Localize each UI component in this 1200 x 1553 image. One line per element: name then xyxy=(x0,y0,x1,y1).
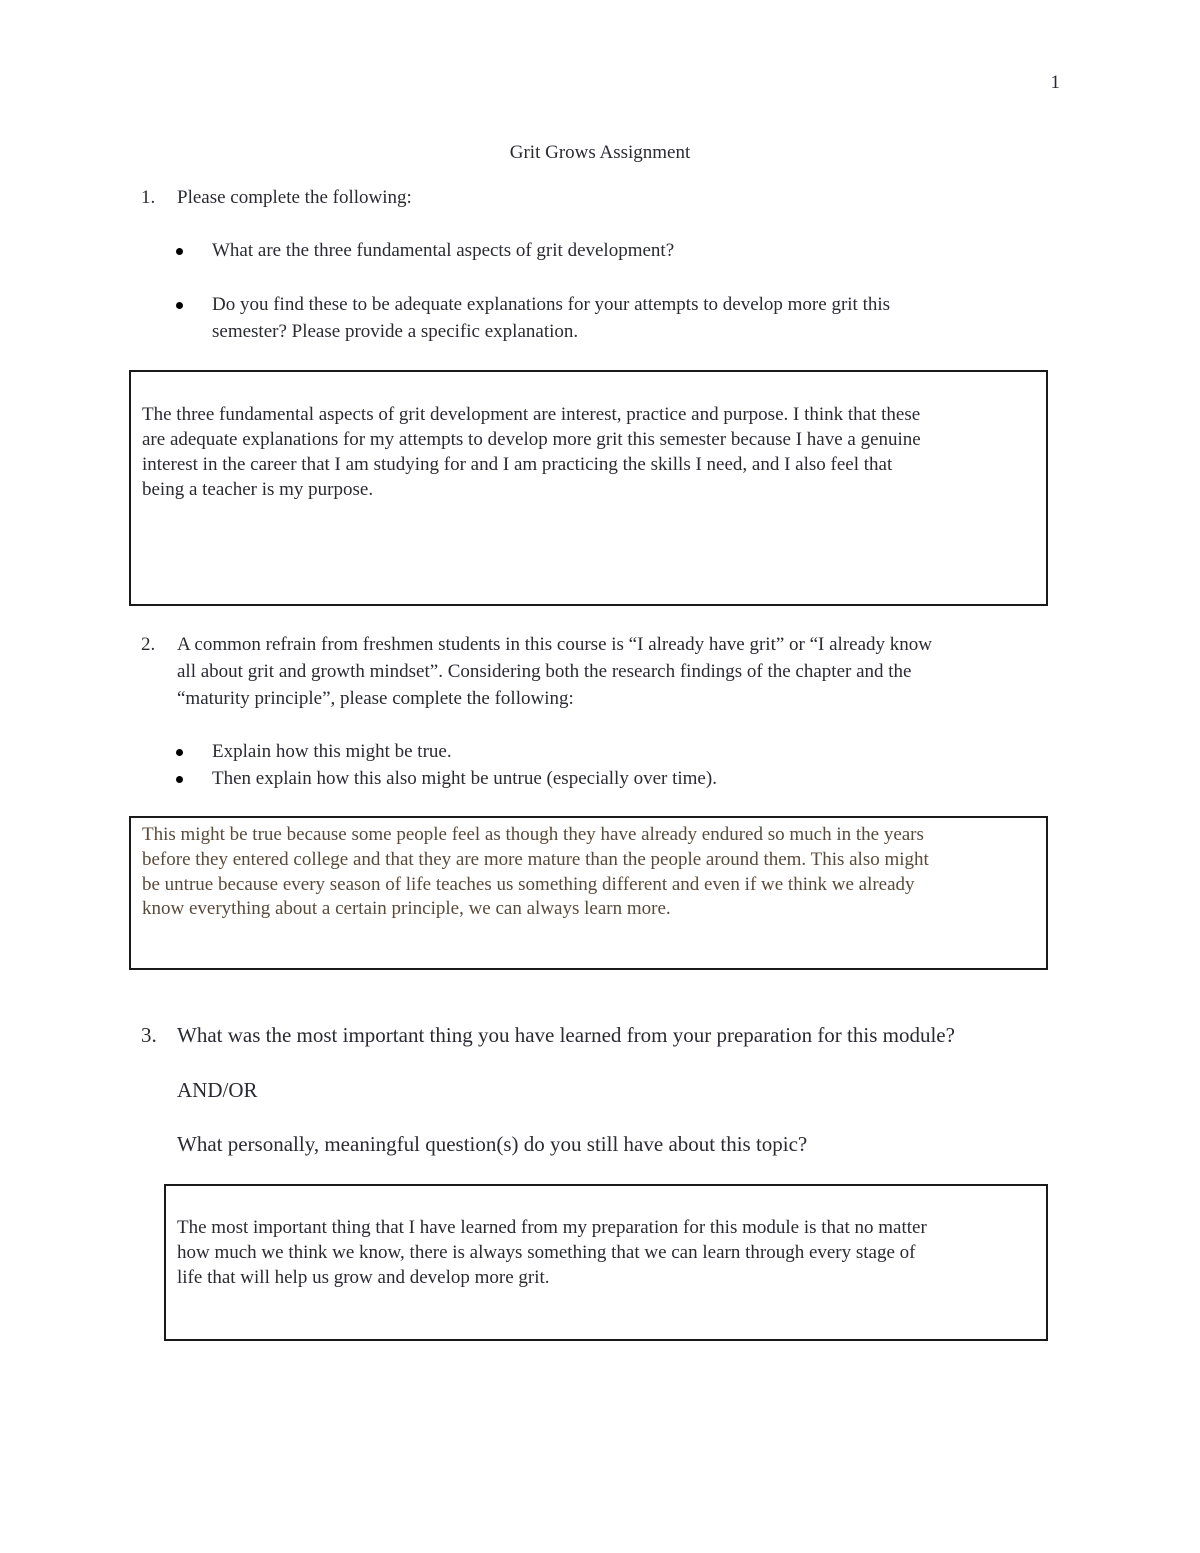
question-3-and-or: AND/OR xyxy=(177,1078,258,1102)
question-2-prompt-line-2: all about grit and growth mindset”. Considering both the research findings of the chapter and the xyxy=(177,661,912,682)
answer-box-3 xyxy=(164,1184,1048,1341)
bullet-text-continued: semester? Please provide a specific explanation. xyxy=(212,321,579,342)
answer-1-line-1: The three fundamental aspects of grit development are interest, practice and purpose. I think that these xyxy=(142,404,921,425)
question-3-second-prompt xyxy=(141,1131,1041,1161)
bullet-text: What are the three fundamental aspects of grit development? xyxy=(212,240,675,261)
answer-3-line-1: The most important thing that I have learned from my preparation for this module is that no matter xyxy=(177,1217,927,1238)
question-3-prompt: What was the most important thing you have learned from your preparation for this module? xyxy=(177,1023,955,1047)
answer-1-line-3: interest in the career that I am studying for and I am practicing the skills I need, and I also feel that xyxy=(142,454,893,475)
answer-box-2 xyxy=(129,816,1048,970)
bullet-icon xyxy=(176,248,183,255)
bullet-text: Then explain how this also might be untrue (especially over time). xyxy=(212,768,717,789)
question-1-bullet-1 xyxy=(176,237,1056,264)
answer-3-line-3: life that will help us grow and develop more grit. xyxy=(177,1267,550,1288)
bullet-icon xyxy=(176,776,183,783)
answer-2-line-2: before they entered college and that they are more mature than the people around them. This also might xyxy=(142,849,929,870)
page-number: 1 xyxy=(1050,72,1060,93)
bullet-text: Do you find these to be adequate explanations for your attempts to develop more grit this xyxy=(212,294,891,315)
answer-box-1 xyxy=(129,370,1048,606)
question-1 xyxy=(141,184,1041,211)
question-3 xyxy=(141,1022,1061,1052)
bullet-text: Explain how this might be true. xyxy=(212,741,452,762)
question-2-bullet-2 xyxy=(176,765,1056,792)
question-1-number: 1. xyxy=(141,187,156,208)
answer-2-line-3: be untrue because every season of life teaches us something different and even if we think we already xyxy=(142,874,915,895)
question-1-prompt: Please complete the following: xyxy=(177,187,412,208)
question-2 xyxy=(141,631,1041,712)
question-3-number: 3. xyxy=(141,1023,157,1047)
question-2-prompt-line-1: A common refrain from freshmen students in this course is “I already have grit” or “I already know xyxy=(177,634,932,655)
bullet-icon xyxy=(176,302,183,309)
answer-2-line-1: This might be true because some people feel as though they have already endured so much in the years xyxy=(142,824,924,845)
bullet-icon xyxy=(176,749,183,756)
question-2-prompt-line-3: “maturity principle”, please complete the following: xyxy=(177,688,574,709)
question-3-connector xyxy=(141,1077,1041,1107)
question-2-bullet-1 xyxy=(176,738,1056,765)
question-1-bullet-2 xyxy=(176,291,1056,345)
answer-1-line-4: being a teacher is my purpose. xyxy=(142,479,374,500)
question-3-prompt-2: What personally, meaningful question(s) do you still have about this topic? xyxy=(177,1132,808,1156)
answer-2-line-4: know everything about a certain principle, we can always learn more. xyxy=(142,898,671,919)
question-2-number: 2. xyxy=(141,634,156,655)
answer-3-line-2: how much we think we know, there is always something that we can learn through every stage of xyxy=(177,1242,916,1263)
answer-1-line-2: are adequate explanations for my attempts to develop more grit this semester because I have a genuine xyxy=(142,429,921,450)
document-title: Grit Grows Assignment xyxy=(509,142,691,163)
